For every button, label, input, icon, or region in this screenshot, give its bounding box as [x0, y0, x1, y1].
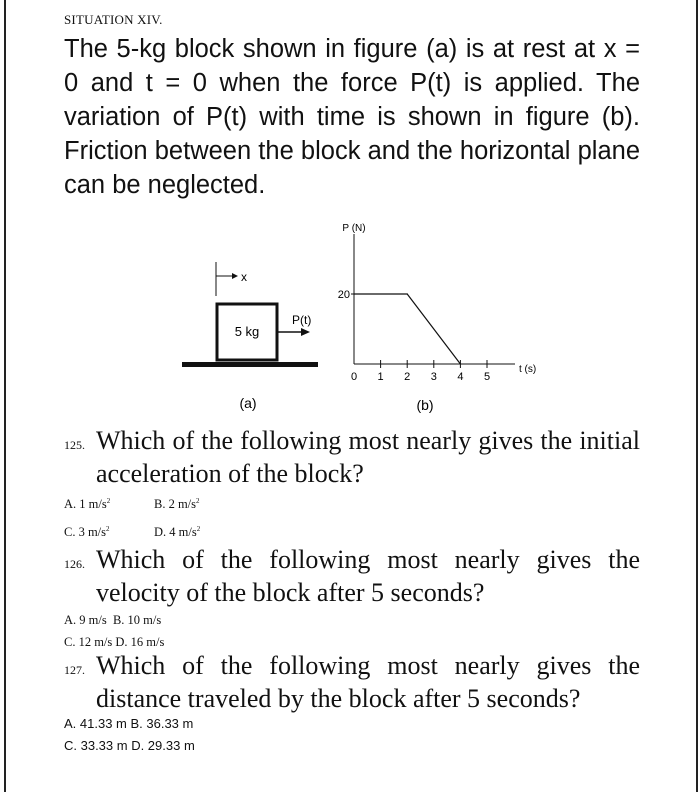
choice-d[interactable]: D. 4 $m/s^2$	[154, 525, 201, 540]
figure-b-chart	[338, 223, 536, 413]
chart-x-label: t (s)	[519, 364, 537, 375]
choice-row	[64, 518, 200, 543]
question-number: 126.	[64, 557, 85, 571]
series-point	[407, 293, 408, 294]
force-time-series-line	[354, 294, 460, 364]
question-126	[64, 543, 640, 609]
question-number: 127.	[64, 663, 85, 677]
question-text: Which of the following most nearly gives the distance traveled by the block after 5 seconds?	[96, 651, 640, 713]
figure-svg	[170, 214, 550, 419]
force-label: P(t)	[292, 313, 312, 327]
series-point	[460, 363, 461, 364]
series-point	[353, 293, 354, 294]
question-text: Which of the following most nearly gives the initial acceleration of the block?	[96, 426, 640, 488]
question-126-choices	[64, 609, 164, 653]
choice-b[interactable]: B. 2 $m/s^2$	[154, 497, 200, 512]
question-125-choices	[64, 490, 200, 543]
page-left-edge	[4, 0, 6, 792]
choice-line-ab[interactable]: A. 41.33 m B. 36.33 m	[64, 716, 194, 731]
block-mass-label: 5 kg	[234, 324, 260, 339]
question-text: Which of the following most nearly gives the velocity of the block after 5 seconds?	[96, 545, 640, 607]
situation-label: SITUATION XIV.	[64, 12, 163, 27]
question-125	[64, 424, 640, 490]
choice-line-cd[interactable]: C. 33.33 m D. 29.33 m	[64, 738, 195, 753]
question-number: 125.	[64, 438, 85, 452]
figure-a-caption: (a)	[239, 395, 257, 411]
x-axis-arrowhead	[232, 273, 238, 279]
choice-a[interactable]: A. 1 $m/s^2$	[64, 497, 111, 512]
figure-b-caption: (b)	[416, 397, 434, 413]
ground	[182, 362, 318, 367]
question-127-choices	[64, 713, 195, 757]
x-tick-label: 0	[350, 371, 358, 383]
problem-statement: The 5-kg block shown in figure (a) is at rest at x = 0 and t = 0 when the force P(t) is applied. The variation of P(t) with time is shown in figure (b). Friction between the block and the horizontal plane can be neglected.	[64, 35, 640, 199]
figure-panel	[170, 214, 550, 419]
choice-c[interactable]: C. 3 $m/s^2$	[64, 525, 110, 540]
choice-line-ab[interactable]: A. 9 m/s B. 10 m/s	[64, 613, 162, 627]
choice-line-cd[interactable]: C. 12 m/s D. 16 m/s	[64, 635, 165, 649]
x-tick-label: 2	[404, 371, 411, 383]
x-label: x	[241, 270, 247, 284]
x-tick-label: 5	[483, 371, 491, 383]
choice-row	[64, 490, 200, 515]
figure-a	[182, 262, 318, 411]
page-right-edge	[696, 0, 698, 792]
force-arrowhead	[301, 328, 310, 336]
chart-y-label: P (N)	[342, 223, 366, 234]
y-tick-label: 20	[337, 289, 350, 301]
x-tick-label: 3	[430, 371, 437, 383]
x-tick-label: 4	[457, 371, 464, 383]
x-tick-label: 1	[377, 371, 384, 383]
question-127	[64, 649, 640, 715]
